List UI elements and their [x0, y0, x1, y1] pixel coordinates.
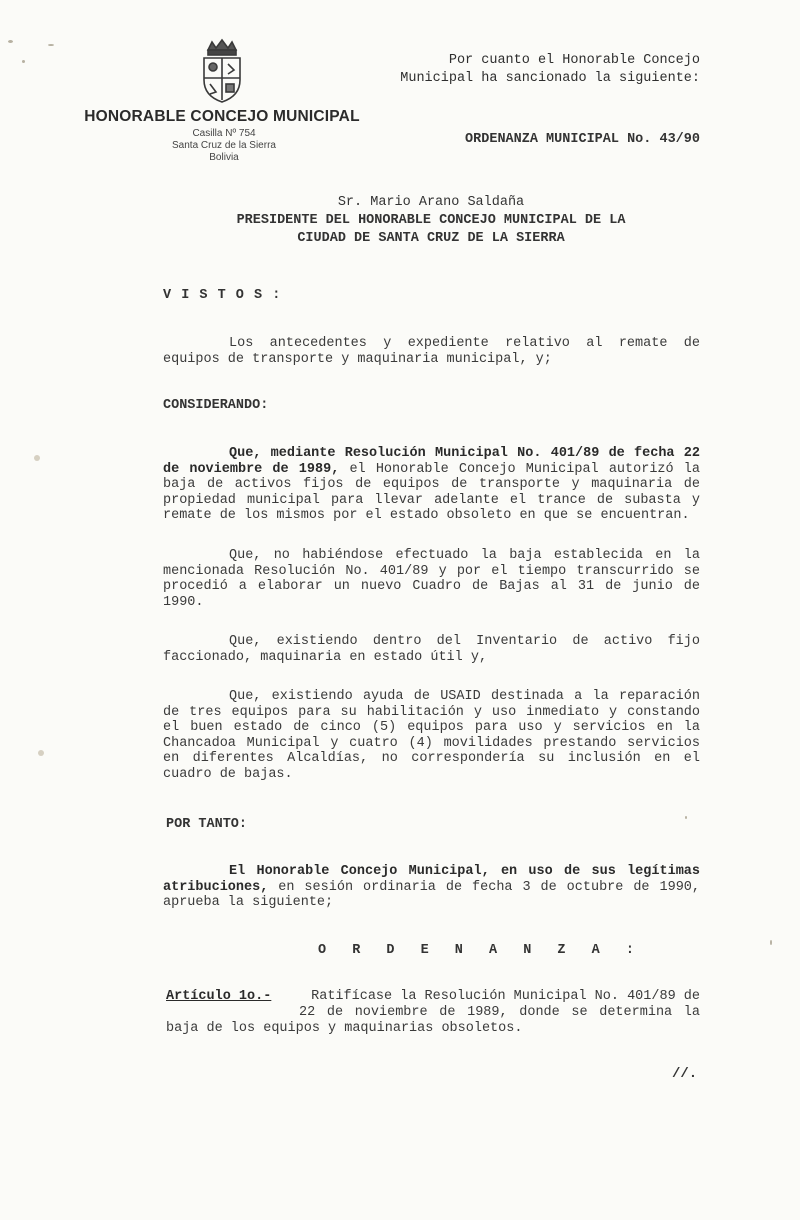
por-tanto-paragraph: [163, 864, 700, 911]
article-label: Artículo 1o.-: [166, 989, 272, 1004]
por-tanto-heading: POR TANTO:: [166, 817, 248, 832]
scan-speck: [48, 44, 54, 46]
paragraph-lead: Que, mediante Resolución Municipal No. 401/89 de fecha 22 de noviembre de 1989,: [163, 446, 700, 477]
coat-of-arms-icon: [196, 36, 248, 106]
vistos-paragraph: Los antecedentes y expediente relativo al remate de equipos de transporte y maquinaria municipal, y;: [163, 336, 700, 367]
intro-line: Por cuanto el Honorable Concejo: [448, 53, 700, 68]
considerando-paragraph-2: Que, no habiéndose efectuado la baja establecida en la mencionada Resolución No. 401/89 y por el tiempo transcurrido se procedió a elaborar un nuevo Cuadro de Bajas al 31 de junio de 1990.: [163, 548, 700, 610]
intro-line: Municipal ha sancionado la siguiente:: [400, 71, 700, 86]
president-name: Sr. Mario Arano Saldaña: [337, 195, 525, 210]
considerando-paragraph-1: [163, 446, 700, 524]
considerando-paragraph-4: Que, existiendo ayuda de USAID destinada a la reparación de tres equipos para su habilitación y uso inmediato y constando el buen estado de cinco (5) equipos para uso y servicios en la Chancadoa Municipal y cuatro (4) movilidades prestando servicios en diferentes Alcaldías, no correspondería su inclusión en el cuadro de bajas.: [163, 689, 700, 782]
article-text: Ratifícase la Resolución Municipal No. 401/89 de: [311, 989, 700, 1004]
paragraph-lead: El Honorable Concejo Municipal, en uso de sus legítimas atribuciones,: [163, 864, 700, 895]
scan-speck: [38, 750, 44, 756]
address-line: Bolivia: [209, 152, 239, 163]
considerando-paragraph-3: Que, existiendo dentro del Inventario de activo fijo faccionado, maquinaria en estado útil y,: [163, 634, 700, 665]
president-block: [200, 194, 662, 248]
president-title: PRESIDENTE DEL HONORABLE CONCEJO MUNICIPAL DE LA: [236, 213, 626, 228]
article-1: [166, 989, 700, 1037]
council-address: [150, 128, 298, 164]
vistos-heading: V I S T O S :: [163, 288, 282, 303]
ordenanza-heading: O R D E N A N Z A :: [318, 943, 643, 958]
address-line: Casilla Nº 754: [192, 128, 256, 139]
paragraph-text: el Honorable Concejo Municipal autorizó la baja de activos fijos de equipos de transporte y maquinaria de propiedad municipal para llevar adelante el trance de subasta y remate de los mismos por el estado obsoleto en que se encuentran.: [163, 461, 700, 524]
article-text: 22 de noviembre de 1989, donde se determina la: [299, 1005, 700, 1020]
president-title: CIUDAD DE SANTA CRUZ DE LA SIERRA: [297, 231, 565, 246]
scan-speck: [770, 940, 772, 945]
paragraph-text: en sesión ordinaria de fecha 3 de octubre de 1990, aprueba la siguiente;: [163, 879, 700, 911]
scan-speck: [22, 60, 25, 63]
considerando-heading: CONSIDERANDO:: [163, 398, 269, 413]
scan-speck: [8, 40, 13, 43]
continuation-mark: //.: [672, 1066, 698, 1082]
article-text: baja de los equipos y maquinarias obsoletos.: [166, 1021, 523, 1036]
scan-speck: [685, 816, 687, 819]
scan-speck: [34, 455, 40, 461]
council-name: HONORABLE CONCEJO MUNICIPAL: [84, 108, 360, 125]
address-line: Santa Cruz de la Sierra: [172, 140, 276, 151]
intro-statement: [400, 52, 700, 88]
ordinance-number: ORDENANZA MUNICIPAL No. 43/90: [465, 132, 700, 147]
